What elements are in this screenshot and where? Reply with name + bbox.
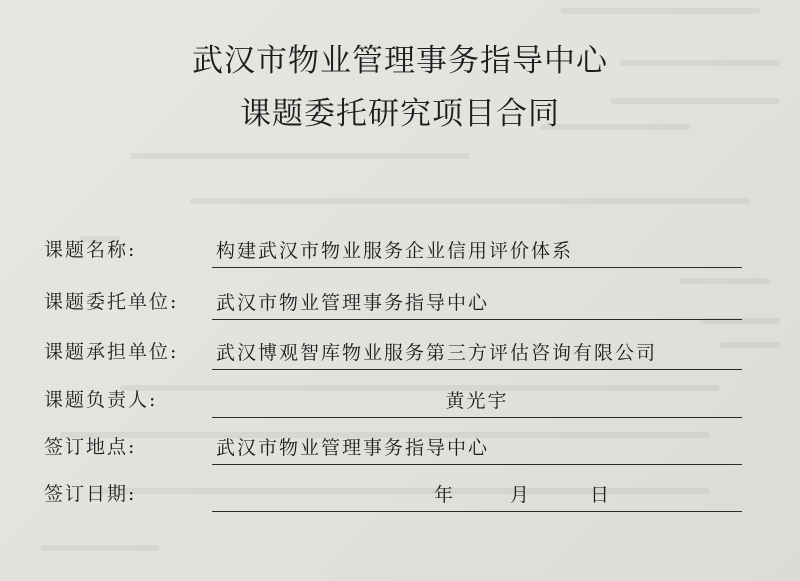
field-project-leader bbox=[44, 378, 744, 418]
contract-title-line2: 课题委托研究项目合同 bbox=[240, 96, 560, 132]
field-label: 课题承担单位: bbox=[44, 341, 179, 363]
date-month-label: 月 bbox=[510, 484, 532, 506]
contract-title-line1: 武汉市物业管理事务指导中心 bbox=[192, 43, 608, 79]
field-signing-location bbox=[44, 425, 744, 465]
field-value: 武汉市物业管理事务指导中心 bbox=[216, 437, 490, 459]
date-year-label: 年 bbox=[434, 484, 456, 506]
field-value-line bbox=[212, 233, 742, 268]
field-value-line bbox=[212, 285, 742, 320]
field-value: 构建武汉市物业服务企业信用评价体系 bbox=[216, 240, 574, 262]
field-value-line bbox=[212, 383, 742, 418]
field-undertaking-unit bbox=[44, 330, 744, 370]
field-label: 课题委托单位: bbox=[44, 291, 179, 313]
field-value-line bbox=[212, 430, 742, 465]
field-signing-date bbox=[44, 472, 744, 512]
field-project-name bbox=[44, 228, 744, 268]
field-commissioning-unit bbox=[44, 280, 744, 320]
field-value-line bbox=[212, 335, 742, 370]
field-label: 课题负责人: bbox=[44, 389, 158, 411]
date-day-label: 日 bbox=[590, 484, 612, 506]
field-value: 武汉市物业管理事务指导中心 bbox=[216, 292, 490, 314]
field-label: 课题名称: bbox=[44, 239, 137, 261]
field-label: 签订日期: bbox=[44, 483, 137, 505]
field-value: 武汉博观智库物业服务第三方评估咨询有限公司 bbox=[216, 342, 658, 364]
field-value: 黄光宇 bbox=[445, 390, 509, 412]
field-label: 签订地点: bbox=[44, 436, 137, 458]
field-value-line bbox=[212, 477, 742, 512]
